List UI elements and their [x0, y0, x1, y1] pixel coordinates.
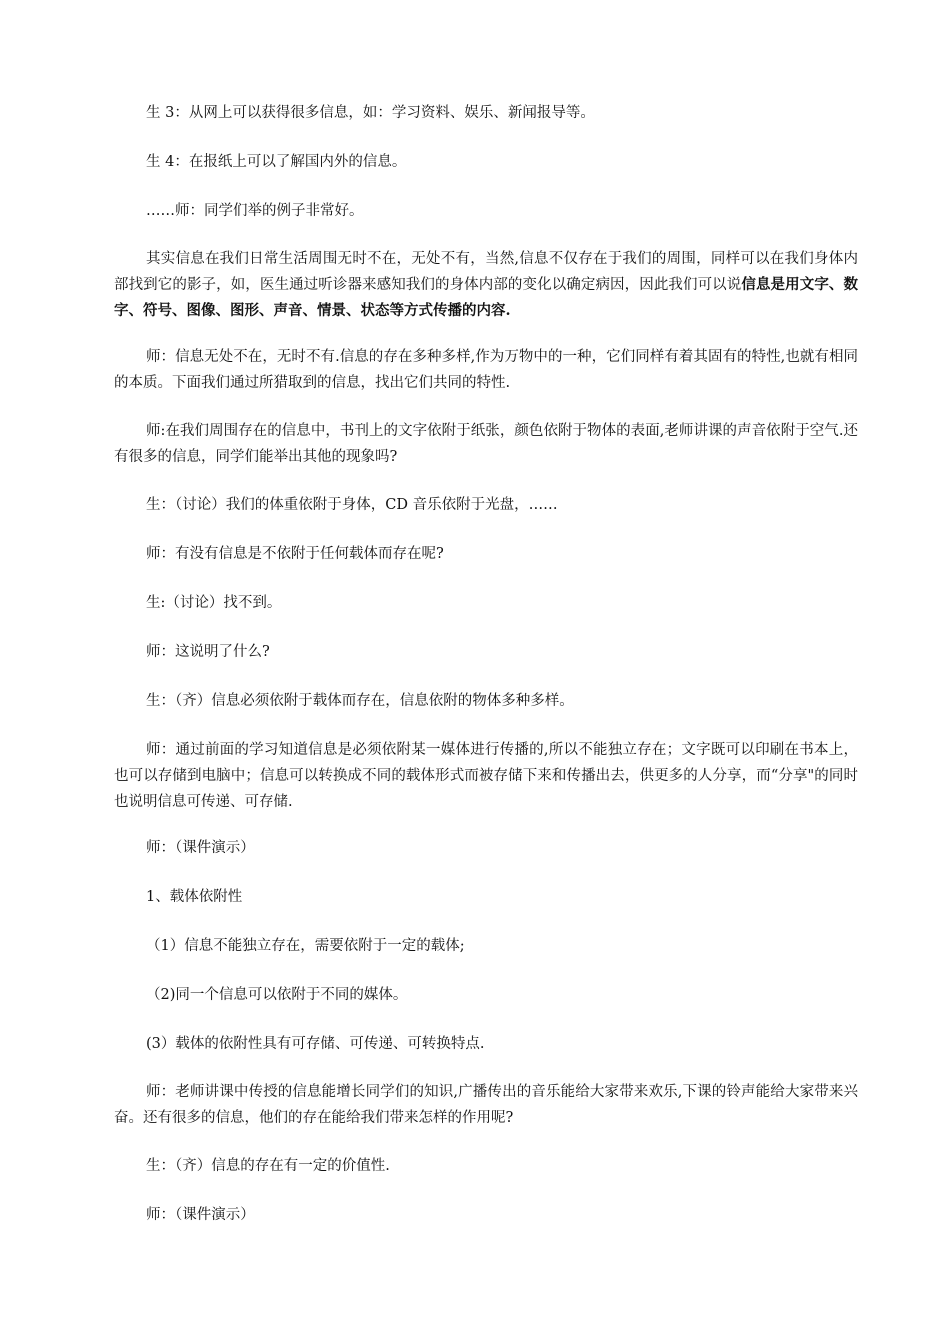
- paragraph-teacher-carriers: 师:在我们周围存在的信息中，书刊上的文字依附于纸张，颜色依附于物体的表面,老师讲课的声音依附于空气.还有很多的信息，同学们能举出其他的现象吗?: [114, 423, 858, 465]
- list-item-1: （1）信息不能独立存在，需要依附于一定的载体;: [146, 938, 465, 954]
- paragraph-student-discussion-1: 生：（讨论）我们的体重依附于身体，CD 音乐依附于光盘，……: [146, 497, 558, 513]
- paragraph-teacher-question-1: 师：有没有信息是不依附于任何载体而存在呢?: [146, 546, 444, 562]
- paragraph-teacher-value: 师：老师讲课中传授的信息能增长同学们的知识,广播传出的音乐能给大家带来欢乐,下课的铃声能给大家带来兴奋。还有很多的信息，他们的存在能给我们带来怎样的作用呢?: [114, 1084, 858, 1126]
- paragraph-teacher-demo-1: 师：（课件演示）: [146, 840, 255, 856]
- definition-intro-text: 其实信息在我们日常生活周围无时不在，无处不有，当然,信息不仅存在于我们的周围，同样可以在我们身体内部找到它的影子，如，医生通过听诊器来感知我们的身体内部的变化以确定病因，因此我们可以说: [114, 251, 858, 293]
- paragraph-teacher-demo-2: 师：（课件演示）: [146, 1207, 255, 1223]
- paragraph-information-definition: [114, 246, 858, 324]
- paragraph-student-4: 生 4：在报纸上可以了解国内外的信息。: [146, 154, 407, 170]
- paragraph-student-discussion-2: 生:（讨论）找不到。: [146, 595, 282, 611]
- paragraph-student-answer-2: 生：（齐）信息的存在有一定的价值性.: [146, 1158, 390, 1174]
- definition-bold-text: 信息是用文字、数字、符号、图像、图形、声音、情景、状态等方式传播的内容.: [114, 276, 859, 319]
- paragraph-student-answer-1: 生：（齐）信息必须依附于载体而存在，信息依附的物体多种多样。: [146, 693, 574, 709]
- list-item-2: （2)同一个信息可以依附于不同的媒体。: [146, 987, 408, 1003]
- paragraph-student-3: 生 3：从网上可以获得很多信息，如：学习资料、娱乐、新闻报导等。: [146, 105, 595, 121]
- paragraph-teacher-summary: 师：通过前面的学习知道信息是必须依附某一媒体进行传播的,所以不能独立存在；文字既可以印刷在书本上，也可以存储到电脑中；信息可以转换成不同的载体形式而被存储下来和传播出去，供更多的人分享，而“分享"的同时也说明信息可传递、可存储.: [114, 742, 858, 810]
- heading-carrier-dependence: 1、载体依附性: [146, 889, 243, 905]
- paragraph-teacher-everywhere: 师：信息无处不在，无时不有.信息的存在多种多样,作为万物中的一种，它们同样有着其固有的特性,也就有相同的本质。下面我们通过所猎取到的信息，找出它们共同的特性.: [114, 349, 858, 391]
- paragraph-teacher-praise: ……师：同学们举的例子非常好。: [146, 203, 364, 219]
- list-item-3: (3）载体的依附性具有可存储、可传递、可转换特点.: [146, 1036, 485, 1052]
- paragraph-teacher-question-2: 师：这说明了什么?: [146, 644, 270, 660]
